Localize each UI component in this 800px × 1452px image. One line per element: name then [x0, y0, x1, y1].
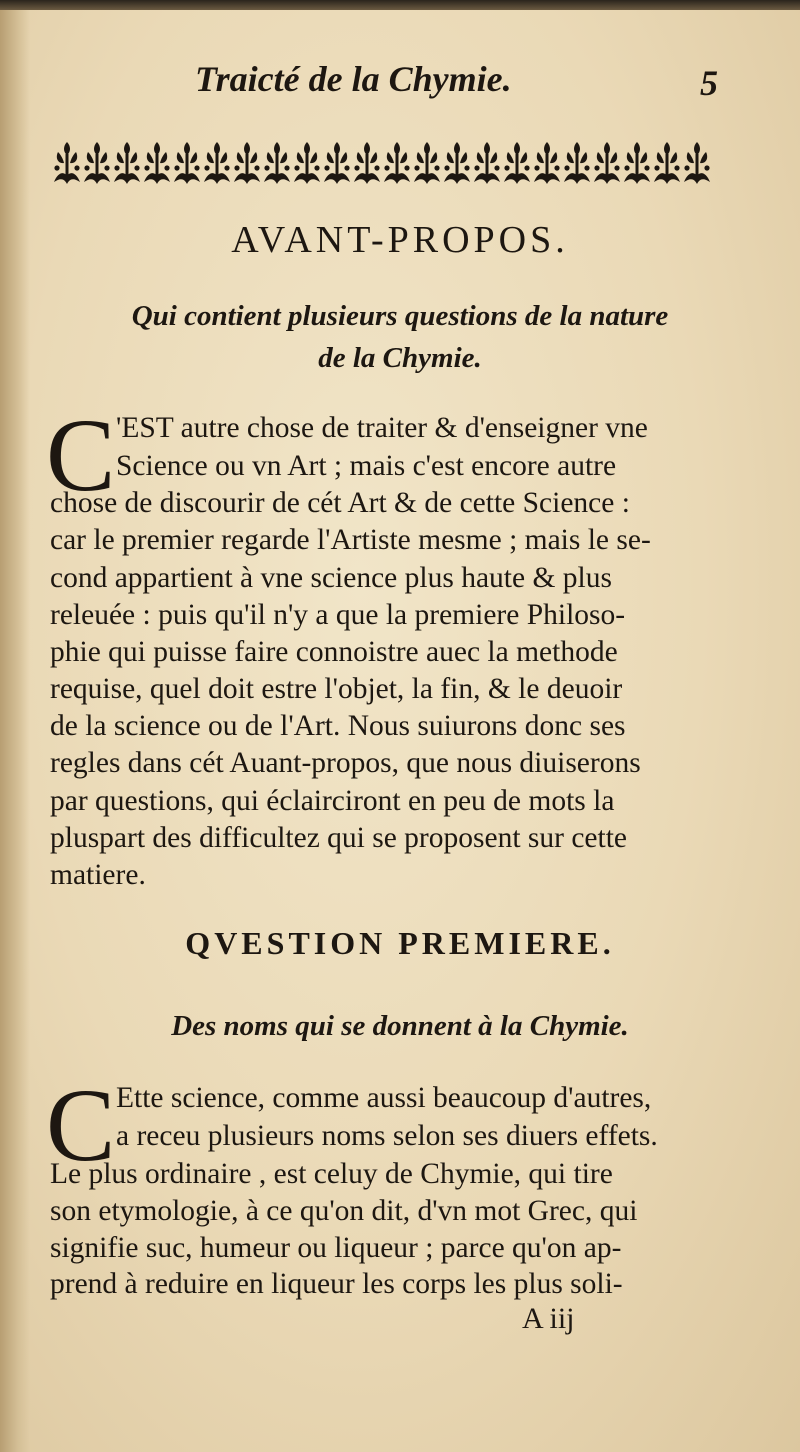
section-subtitle-line: Qui contient plusieurs questions de la nature	[131, 300, 669, 332]
text-line: pluspart des difficultez qui se proposent sur cette	[50, 822, 628, 854]
text-line: phie qui puisse faire connoistre auec la methode	[50, 636, 618, 668]
text-line: prend à reduire en liqueur les corps les plus soli-	[50, 1268, 623, 1300]
signature-mark: A iij	[522, 1302, 575, 1335]
drop-cap: C	[46, 398, 116, 513]
page-number: 5	[700, 63, 718, 103]
section-subtitle-line: de la Chymie.	[318, 342, 482, 374]
text-line: signifie suc, humeur ou liqueur ; parce qu'on ap-	[50, 1232, 622, 1264]
text-line: car le premier regarde l'Artiste mesme ; mais le se-	[50, 524, 651, 556]
text-line: 'EST autre chose de traiter & d'enseigner vne	[116, 412, 648, 444]
text-line: regles dans cét Auant-propos, que nous diuiserons	[50, 747, 641, 779]
page-top-edge	[0, 0, 800, 10]
drop-cap: C	[46, 1068, 116, 1183]
text-line: son etymologie, à ce qu'on dit, d'vn mot Grec, qui	[50, 1195, 638, 1227]
question-subtitle: Des noms qui se donnent à la Chymie.	[171, 1010, 629, 1042]
text-line: requise, quel doit estre l'objet, la fin, & le deuoir	[50, 673, 623, 705]
text-line: par questions, qui éclairciront en peu de mots la	[50, 785, 615, 817]
text-line: Le plus ordinaire , est celuy de Chymie, qui tire	[50, 1158, 613, 1190]
question-heading: QVESTION PREMIERE.	[185, 925, 615, 961]
section-title: AVANT-PROPOS.	[231, 219, 569, 261]
text-line: Science ou vn Art ; mais c'est encore autre	[116, 450, 617, 482]
running-head: Traicté de la Chymie.	[195, 59, 512, 99]
text-line: Ette science, comme aussi beaucoup d'autres,	[116, 1082, 652, 1114]
text-line: cond appartient à vne science plus haute & plus	[50, 562, 612, 594]
text-line: matiere.	[50, 859, 146, 891]
text-line: de la science ou de l'Art. Nous suiurons donc ses	[50, 710, 626, 742]
fleuron-ornament-band	[48, 138, 718, 190]
text-line: releuée : puis qu'il n'y a que la premiere Philoso-	[50, 599, 626, 631]
text-line: chose de discourir de cét Art & de cette Science :	[50, 487, 630, 519]
text-line: a receu plusieurs noms selon ses diuers effets.	[116, 1120, 658, 1152]
